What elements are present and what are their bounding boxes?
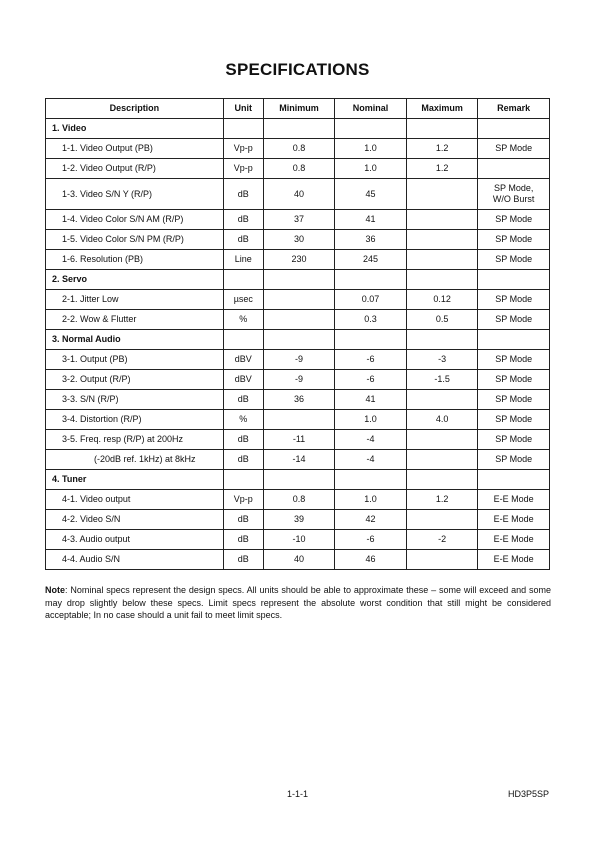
cell-maximum [406,450,478,470]
table-row [46,370,550,390]
cell-minimum: 37 [263,210,335,230]
cell-unit: dB [223,550,263,570]
cell-minimum [263,470,335,490]
table-body [46,119,550,570]
cell-remark [478,159,550,179]
cell-nominal: -6 [335,350,407,370]
cell-unit [223,270,263,290]
table-row [46,230,550,250]
cell-unit: dB [223,450,263,470]
cell-remark: SP Mode [478,450,550,470]
cell-minimum: 40 [263,179,335,210]
table-row [46,179,550,210]
cell-nominal: 41 [335,210,407,230]
cell-maximum: 0.12 [406,290,478,310]
cell-nominal: 0.3 [335,310,407,330]
cell-minimum [263,330,335,350]
cell-unit: dB [223,230,263,250]
table-header-row [46,99,550,119]
specifications-table [45,98,550,570]
table-row [46,510,550,530]
cell-nominal [335,330,407,350]
cell-unit [223,470,263,490]
table-row [46,139,550,159]
cell-remark: SP Mode, W/O Burst [478,179,550,210]
cell-nominal: 245 [335,250,407,270]
cell-description: (-20dB ref. 1kHz) at 8kHz [46,450,224,470]
table-row [46,490,550,510]
cell-nominal: 45 [335,179,407,210]
cell-maximum: -1.5 [406,370,478,390]
cell-nominal: -4 [335,450,407,470]
cell-remark: E-E Mode [478,510,550,530]
cell-nominal [335,470,407,490]
cell-remark [478,330,550,350]
cell-minimum: -9 [263,350,335,370]
cell-unit: Vp-p [223,139,263,159]
cell-description: 4. Tuner [46,470,224,490]
header-minimum: Minimum [263,99,335,119]
cell-nominal: -4 [335,430,407,450]
cell-minimum: -14 [263,450,335,470]
cell-nominal: 1.0 [335,490,407,510]
cell-unit: dB [223,510,263,530]
cell-unit [223,330,263,350]
cell-remark: SP Mode [478,290,550,310]
cell-description: 1-5. Video Color S/N PM (R/P) [46,230,224,250]
cell-remark: SP Mode [478,430,550,450]
cell-maximum: 0.5 [406,310,478,330]
cell-nominal: -6 [335,530,407,550]
cell-remark: SP Mode [478,310,550,330]
cell-remark: E-E Mode [478,530,550,550]
cell-remark [478,470,550,490]
cell-maximum: 1.2 [406,139,478,159]
cell-maximum [406,470,478,490]
cell-remark: SP Mode [478,139,550,159]
cell-maximum [406,250,478,270]
header-unit: Unit [223,99,263,119]
cell-unit: dBV [223,350,263,370]
cell-minimum [263,119,335,139]
cell-minimum: 0.8 [263,490,335,510]
cell-description: 1-6. Resolution (PB) [46,250,224,270]
table-row [46,290,550,310]
cell-description: 1-4. Video Color S/N AM (R/P) [46,210,224,230]
cell-unit: Vp-p [223,159,263,179]
cell-minimum: 0.8 [263,159,335,179]
cell-description: 2-2. Wow & Flutter [46,310,224,330]
cell-maximum: -3 [406,350,478,370]
cell-maximum [406,550,478,570]
cell-minimum [263,270,335,290]
table-row [46,350,550,370]
cell-remark [478,270,550,290]
cell-nominal: -6 [335,370,407,390]
cell-unit: dB [223,210,263,230]
table-row [46,450,550,470]
cell-remark: E-E Mode [478,550,550,570]
cell-nominal [335,270,407,290]
cell-maximum [406,270,478,290]
cell-remark: SP Mode [478,210,550,230]
cell-nominal: 41 [335,390,407,410]
table-section-row [46,119,550,139]
cell-unit: % [223,310,263,330]
note-label: Note [45,585,65,595]
cell-unit [223,119,263,139]
cell-description: 1-3. Video S/N Y (R/P) [46,179,224,210]
table-row [46,410,550,430]
cell-unit: Line [223,250,263,270]
cell-description: 4-2. Video S/N [46,510,224,530]
table-row [46,310,550,330]
cell-maximum [406,510,478,530]
cell-remark: SP Mode [478,250,550,270]
cell-nominal: 42 [335,510,407,530]
note-text: : Nominal specs represent the design specs. All units should be able to approximate these – some will exceed and some may drop slightly below these specs. Limit specs represent the absolute worst condition that still might be considered acceptable; In no case should a unit fail to meet limit specs. [45,585,551,620]
page-title: SPECIFICATIONS [225,60,370,79]
table-row [46,159,550,179]
table-section-row [46,330,550,350]
cell-minimum [263,290,335,310]
table-row [46,430,550,450]
header-nominal: Nominal [335,99,407,119]
cell-description: 1-2. Video Output (R/P) [46,159,224,179]
cell-nominal: 0.07 [335,290,407,310]
cell-minimum: 36 [263,390,335,410]
cell-nominal: 1.0 [335,139,407,159]
table-row [46,530,550,550]
cell-description: 1-1. Video Output (PB) [46,139,224,159]
cell-unit: dB [223,430,263,450]
cell-maximum [406,119,478,139]
cell-maximum [406,230,478,250]
cell-maximum [406,390,478,410]
header-maximum: Maximum [406,99,478,119]
cell-maximum [406,210,478,230]
cell-unit: % [223,410,263,430]
cell-nominal: 1.0 [335,410,407,430]
cell-nominal: 36 [335,230,407,250]
cell-description: 3-3. S/N (R/P) [46,390,224,410]
cell-maximum: 1.2 [406,159,478,179]
cell-unit: Vp-p [223,490,263,510]
cell-remark: E-E Mode [478,490,550,510]
cell-remark: SP Mode [478,410,550,430]
cell-unit: dBV [223,370,263,390]
cell-minimum: 0.8 [263,139,335,159]
cell-minimum: 40 [263,550,335,570]
table-section-row [46,270,550,290]
cell-unit: dB [223,390,263,410]
cell-minimum: -11 [263,430,335,450]
cell-maximum [406,330,478,350]
cell-remark: SP Mode [478,350,550,370]
cell-minimum: -9 [263,370,335,390]
cell-unit: dB [223,530,263,550]
cell-description: 4-3. Audio output [46,530,224,550]
cell-description: 2-1. Jitter Low [46,290,224,310]
cell-maximum: 4.0 [406,410,478,430]
cell-nominal: 46 [335,550,407,570]
cell-description: 3. Normal Audio [46,330,224,350]
cell-minimum [263,310,335,330]
table-row [46,550,550,570]
cell-nominal [335,119,407,139]
page-number: 1-1-1 [286,789,308,799]
cell-description: 3-4. Distortion (R/P) [46,410,224,430]
cell-maximum: 1.2 [406,490,478,510]
cell-maximum: -2 [406,530,478,550]
cell-remark: SP Mode [478,390,550,410]
cell-description: 4-1. Video output [46,490,224,510]
cell-remark [478,119,550,139]
table-row [46,390,550,410]
cell-minimum: -10 [263,530,335,550]
cell-minimum: 39 [263,510,335,530]
cell-description: 2. Servo [46,270,224,290]
header-description: Description [46,99,224,119]
cell-description: 1. Video [46,119,224,139]
cell-description: 3-2. Output (R/P) [46,370,224,390]
cell-maximum [406,430,478,450]
table-section-row [46,470,550,490]
cell-description: 3-1. Output (PB) [46,350,224,370]
cell-description: 3-5. Freq. resp (R/P) at 200Hz [46,430,224,450]
cell-minimum: 230 [263,250,335,270]
cell-maximum [406,179,478,210]
header-remark: Remark [478,99,550,119]
cell-remark: SP Mode [478,230,550,250]
table-row [46,210,550,230]
cell-unit: µsec [223,290,263,310]
cell-remark: SP Mode [478,370,550,390]
model-number: HD3P5SP [507,789,549,799]
cell-unit: dB [223,179,263,210]
table-row [46,250,550,270]
cell-description: 4-4. Audio S/N [46,550,224,570]
cell-minimum [263,410,335,430]
cell-minimum: 30 [263,230,335,250]
cell-nominal: 1.0 [335,159,407,179]
footnote [45,584,551,622]
